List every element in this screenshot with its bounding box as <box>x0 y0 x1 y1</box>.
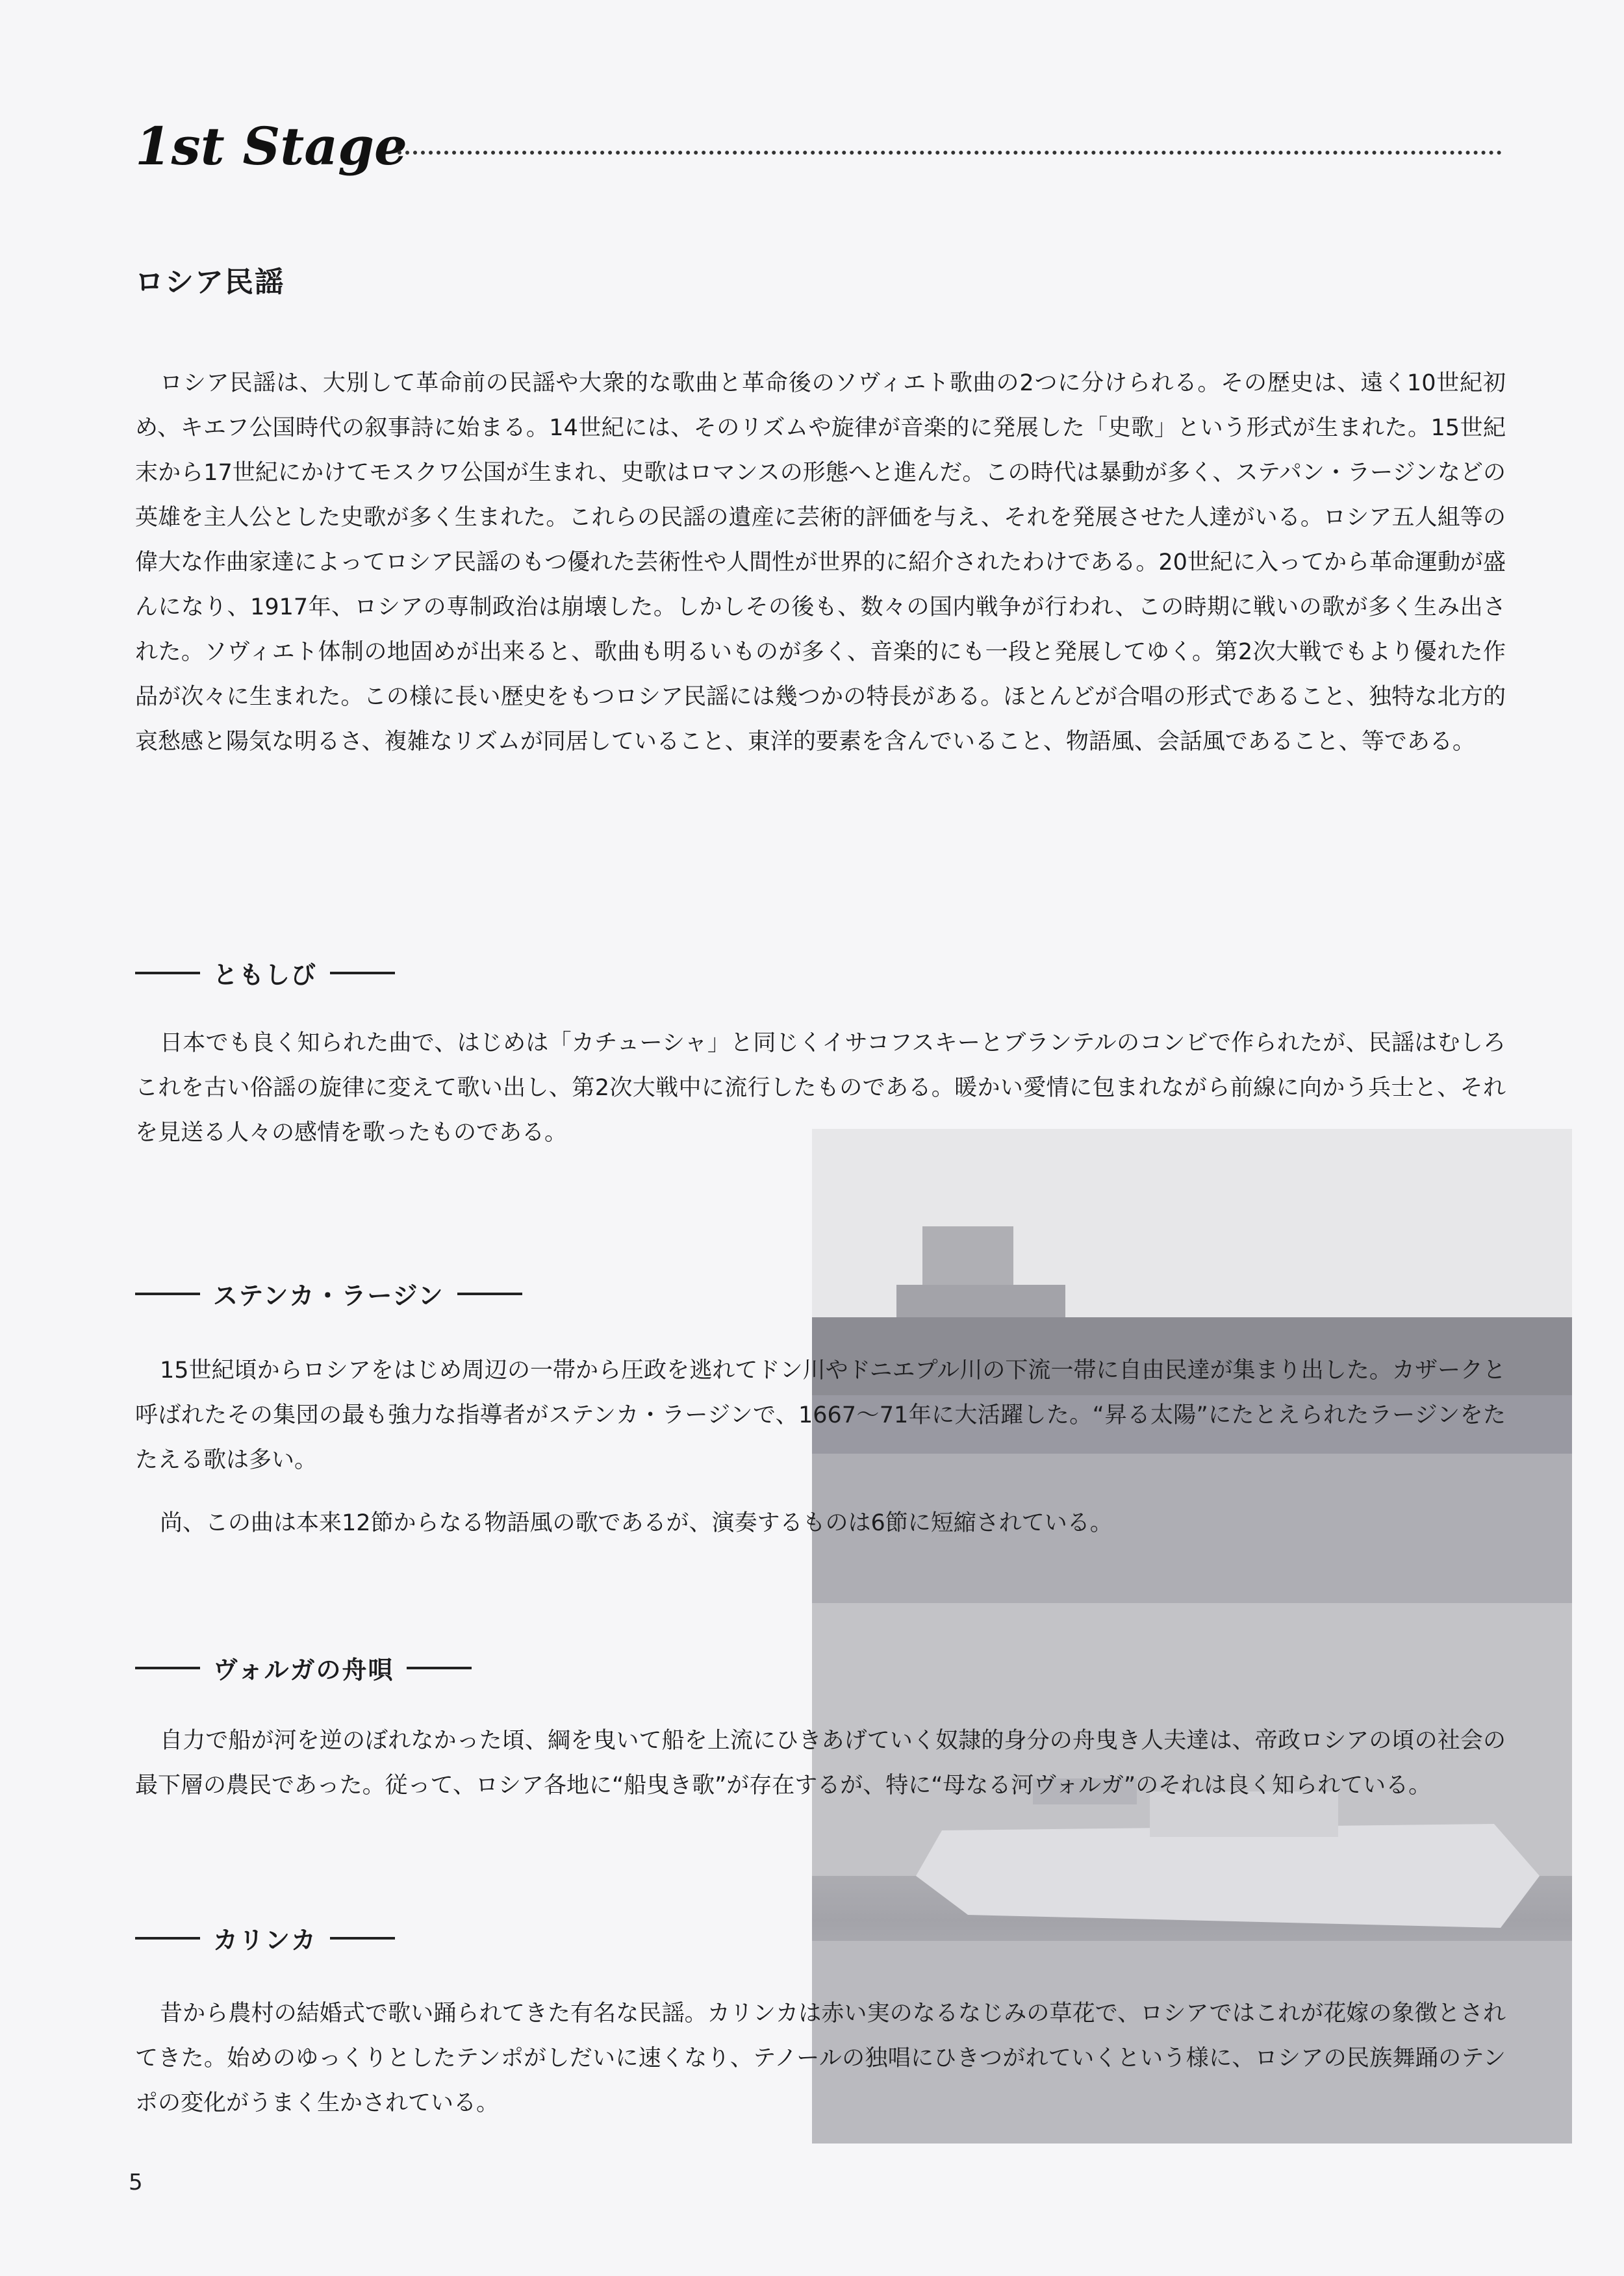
heading-dash <box>135 1667 200 1669</box>
heading-dash <box>135 1937 200 1940</box>
page-number: 5 <box>129 2169 143 2195</box>
song-paragraph: 昔から農村の結婚式で歌い踊られてきた有名な民謡。カリンカは赤い実のなるなじみの草花で、ロシアではこれが花嫁の象徴とされてきた。始めのゆっくりとしたテンポがしだいに速くなり、テノールの独唱にひきつがれていくという様に、ロシアの民族舞踊のテンポの変化がうまく生かされている。 <box>135 2001 1506 2116</box>
stage-title: 1st Stage <box>135 116 407 177</box>
song-heading-volga-boatmen <box>135 1650 485 1686</box>
intro-paragraph: ロシア民謡は、大別して革命前の民謡や大衆的な歌曲と革命後のソヴィエト歌曲の2つに分けられる。その歴史は、遠く10世紀初め、キエフ公国時代の叙事詩に始まる。14世紀には、そのリズムや旋律が音楽的に発展した「史歌」という形式が生まれた。15世紀末から17世紀にかけてモスクワ公国が生まれ、史歌はロマンスの形態へと進んだ。この時代は暴動が多く、ステパン・ラージンなどの英雄を主人公とした史歌が多く生まれた。これらの民謡の遺産に芸術的評価を与え、それを発展させた人達がいる。ロシア五人組等の偉大な作曲家達によってロシア民謡のもつ優れた芸術性や人間性が世界的に紹介されたわけである。20世紀に入ってから革命運動が盛んになり、1917年、ロシアの専制政治は崩壊した。しかしその後も、数々の国内戦争が行われ、この時期に戦いの歌が多く生み出された。ソヴィエト体制の地固めが出来ると、歌曲も明るいものが多く、音楽的にも一段と発展してゆく。第2次大戦でもより優れた作品が次々に生まれた。この様に長い歴史をもつロシア民謡には幾つかの特長がある。ほとんどが合唱の形式であること、独特な北方的哀愁感と陽気な明るさ、複雑なリズムが同居していること、東洋的要素を含んでいること、物語風、会話風であること、等である。 <box>135 370 1506 755</box>
heading-dash <box>407 1667 472 1669</box>
song-heading-stenka-razin <box>135 1276 535 1311</box>
song-title: ヴォルガの舟唄 <box>213 1656 394 1684</box>
song-heading-kalinka <box>135 1920 408 1956</box>
song-title: ステンカ・ラージン <box>213 1282 444 1310</box>
heading-dash <box>457 1293 522 1295</box>
song-paragraph: 尚、この曲は本来12節からなる物語風の歌であるが、演奏するものは6節に短縮されている。 <box>160 1510 1113 1536</box>
stage-title-rule <box>398 151 1502 155</box>
song-heading-tomoshibi <box>135 955 408 991</box>
section-heading: ロシア民謡 <box>135 266 285 299</box>
heading-dash <box>330 1937 395 1940</box>
song-paragraph: 日本でも良く知られた曲で、はじめは「カチューシャ」と同じくイサコフスキーとブランテルのコンビで作られたが、民謡はむしろこれを古い俗謡の旋律に変えて歌い出し、第2次大戦中に流行したものである。暖かい愛情に包まれながら前線に向かう兵士と、それを見送る人々の感情を歌ったものである。 <box>135 1030 1506 1146</box>
song-paragraph: 15世紀頃からロシアをはじめ周辺の一帯から圧政を逃れてドン川やドニエプル川の下流一帯に自由民達が集まり出した。カザークと呼ばれたその集団の最も強力な指導者がステンカ・ラージンで、1667～71年に大活躍した。“昇る太陽”にたとえられたラージンをたたえる歌は多い。 <box>135 1358 1506 1473</box>
heading-dash <box>330 972 395 974</box>
song-title: カリンカ <box>213 1926 318 1954</box>
song-title: ともしび <box>213 961 318 989</box>
song-paragraph: 自力で船が河を逆のぼれなかった頃、綱を曳いて船を上流にひきあげていく奴隷的身分の舟曳き人夫達は、帝政ロシアの頃の社会の最下層の農民であった。従って、ロシア各地に“船曳き歌”が存在するが、特に“母なる河ヴォルガ”のそれは良く知られている。 <box>135 1728 1506 1799</box>
heading-dash <box>135 972 200 974</box>
heading-dash <box>135 1293 200 1295</box>
